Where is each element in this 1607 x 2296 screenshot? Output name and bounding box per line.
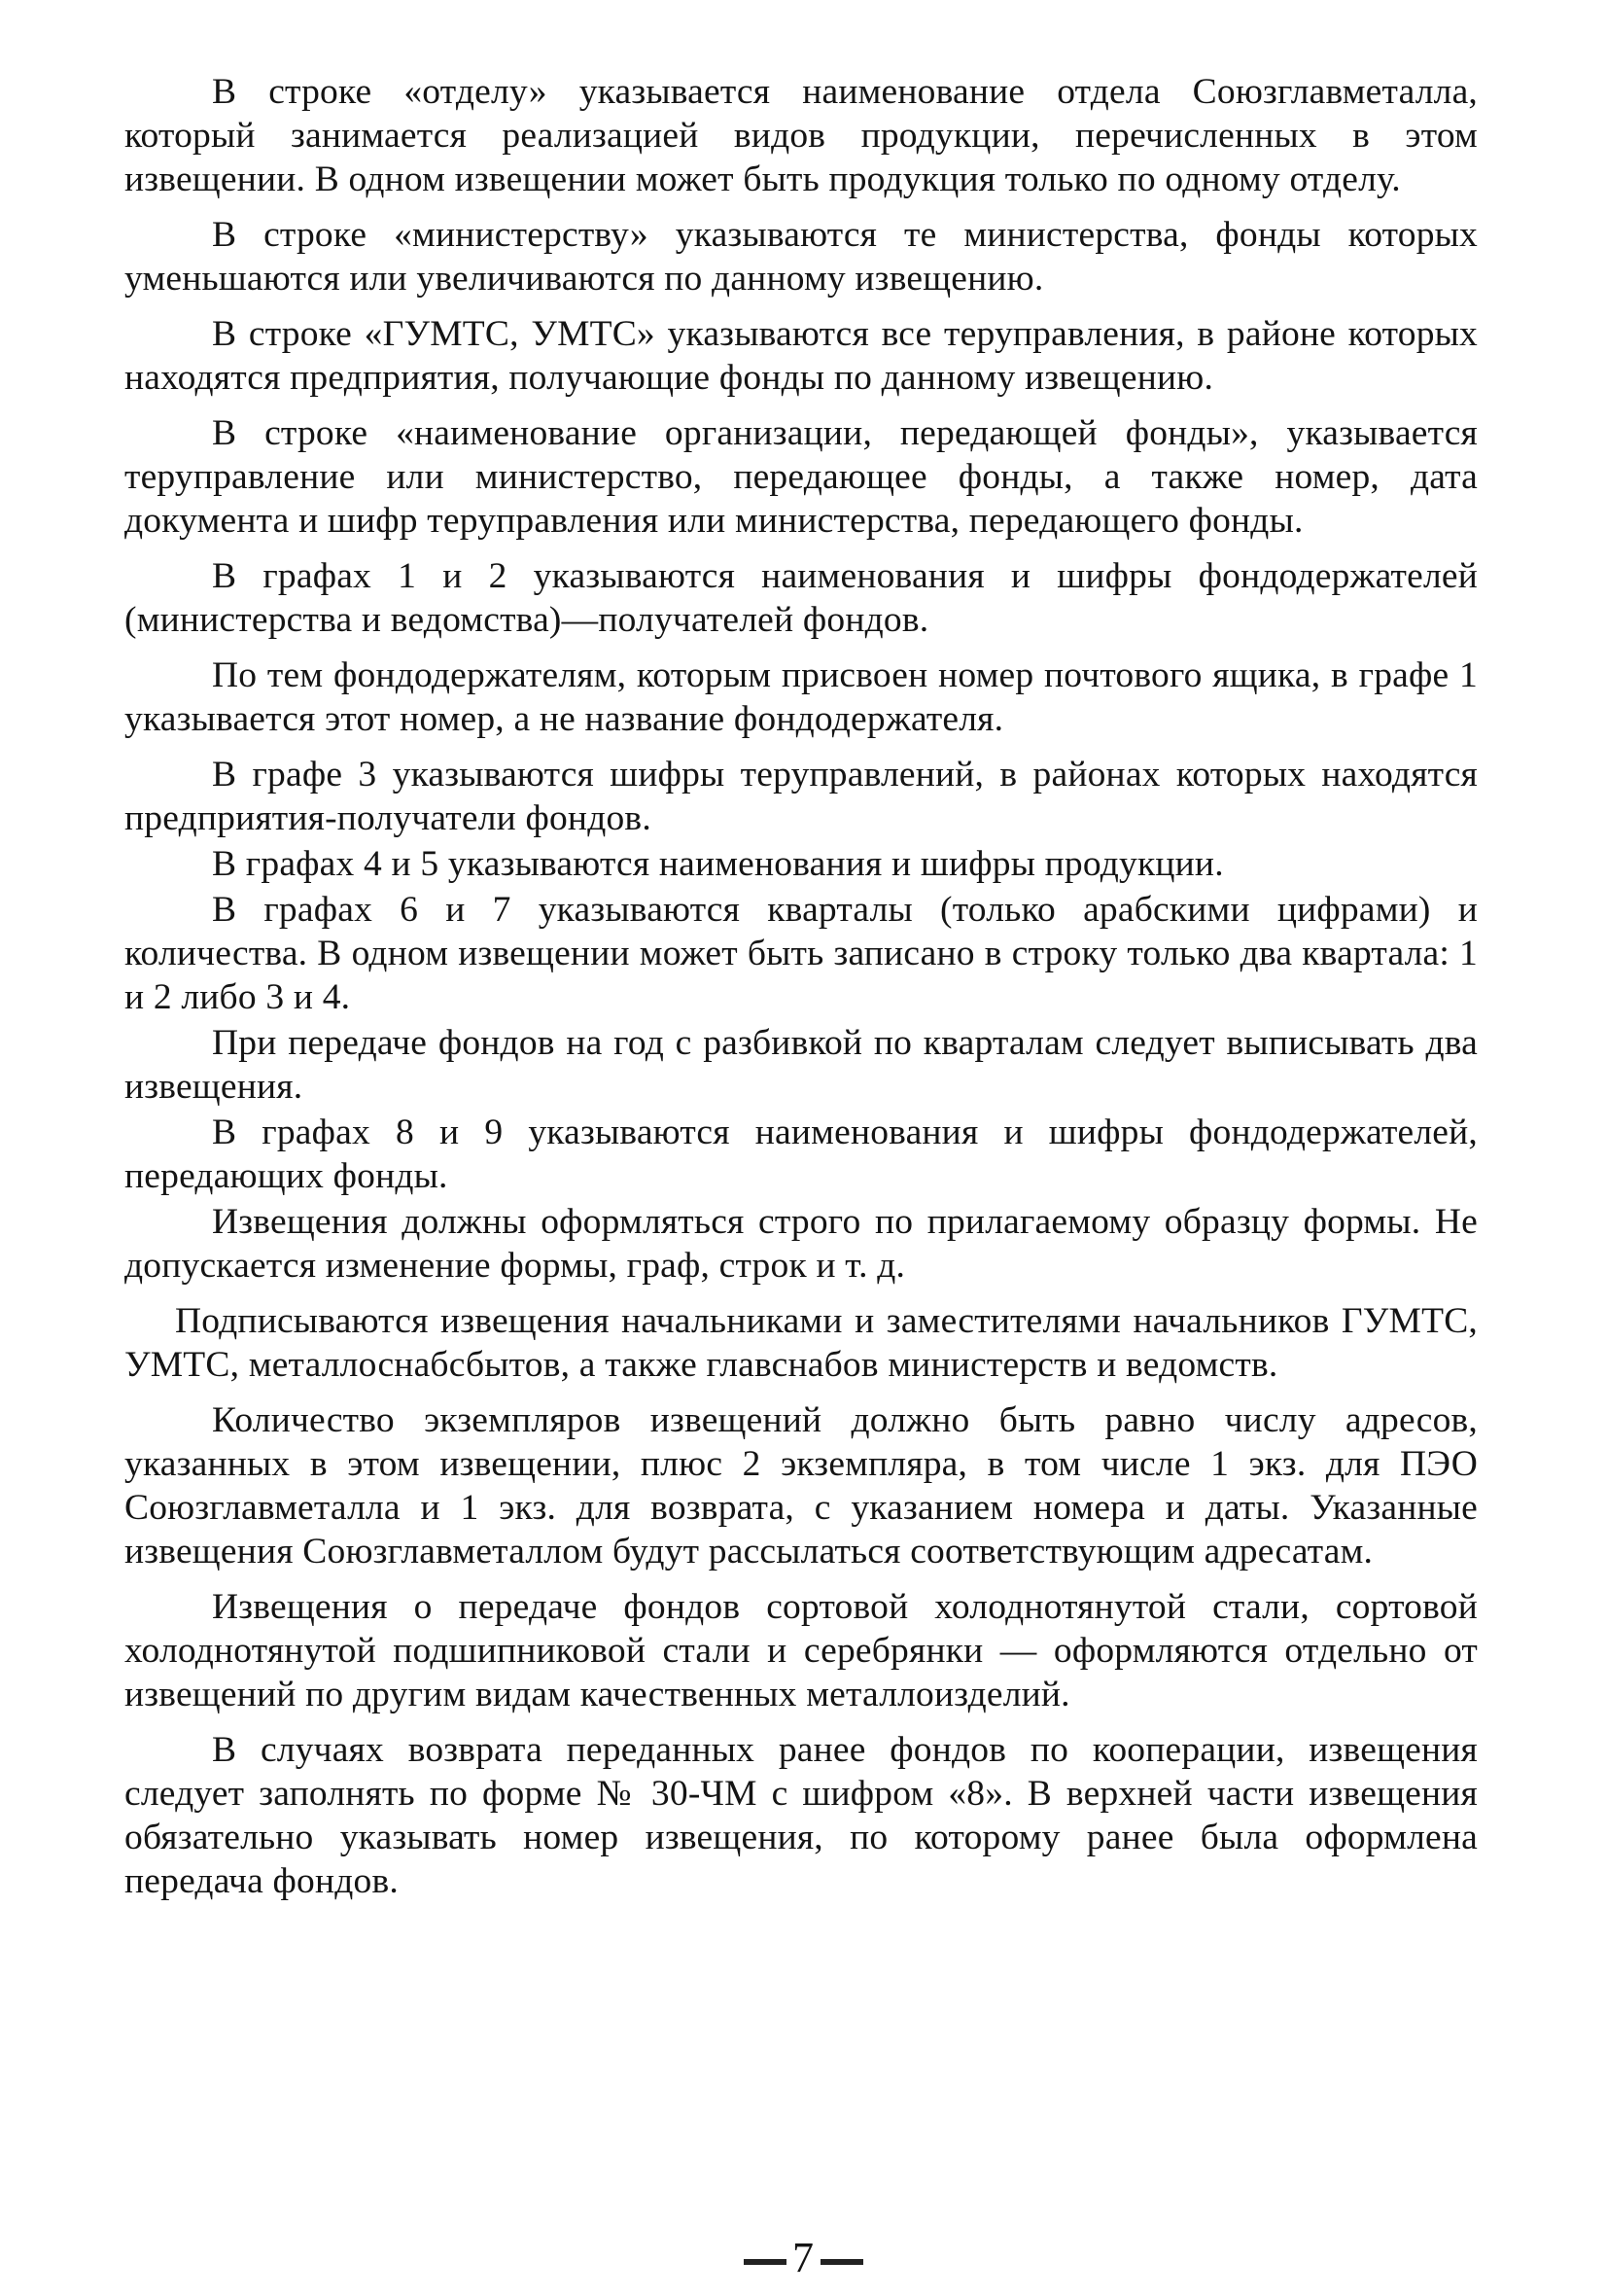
- paragraph-gumts-umts: В строке «ГУМТС, УМТС» указываются все теруправления, в районе которых находятся предприятия, получающие фонды по данному извещению.: [124, 314, 1478, 398]
- page-number-left-dash: [744, 2259, 786, 2265]
- paragraph-obrazets-formy: Извещения должны оформляться строго по прилагаемому образцу формы. Не допускается изменение формы, граф, строк и т. д.: [124, 1202, 1478, 1286]
- paragraph-grafy-8-9: В графах 8 и 9 указываются наименования и шифры фондодержателей, передающих фонды.: [124, 1113, 1478, 1196]
- document-body: [124, 70, 1478, 1915]
- paragraph-grafa-3: В графе 3 указываются шифры теруправлений, в районах которых находятся предприятия-получатели фондов.: [124, 755, 1478, 838]
- paragraph-pochtovyi-yashchik: По тем фондодержателям, которым присвоен номер почтового ящика, в графе 1 указывается этот номер, а не название фондодержателя.: [124, 655, 1478, 739]
- paragraph-peredayushchaya-organizatsiya: В строке «наименование организации, передающей фонды», указывается теруправление или министерство, передающее фонды, а также номер, дата документа и шифр теруправления или министерства, передающего фонды.: [124, 413, 1478, 541]
- paragraph-razbivka-po-kvartalam: При передаче фондов на год с разбивкой по кварталам следует выписывать два извещения.: [124, 1023, 1478, 1107]
- paragraph-grafy-1-2: В графах 1 и 2 указываются наименования и шифры фондодержателей (министерства и ведомства)—получателей фондов.: [124, 556, 1478, 640]
- page-number: [0, 2233, 1607, 2282]
- paragraph-kholodnotyanutaya-stal: Извещения о передаче фондов сортовой холоднотянутой стали, сортовой холоднотянутой подшипниковой стали и серебрянки — оформляются отдельно от извещений по другим видам качественных металлоизделий.: [124, 1587, 1478, 1714]
- paragraph-grafy-6-7: В графах 6 и 7 указываются кварталы (только арабскими цифрами) и количества. В одном извещении может быть записано в строку только два квартала: 1 и 2 либо 3 и 4.: [124, 890, 1478, 1017]
- paragraph-podpisi: Подписываются извещения начальниками и заместителями начальников ГУМТС, УМТС, металлоснабсбытов, а также главснабов министерств и ведомств.: [124, 1301, 1478, 1385]
- paragraph-ministerstvu: В строке «министерству» указываются те министерства, фонды которых уменьшаются или увеличиваются по данному извещению.: [124, 215, 1478, 299]
- paragraph-kolichestvo-ekzemplyarov: Количество экземпляров извещений должно быть равно числу адресов, указанных в этом извещении, плюс 2 экземпляра, в том числе 1 экз. для ПЭО Союзглавметалла и 1 экз. для возврата, с указанием номера и даты. Указанные извещения Союзглавметаллом будут рассылаться соответствующим адресатам.: [124, 1400, 1478, 1572]
- paragraph-grafy-4-5: В графах 4 и 5 указываются наименования и шифры продукции.: [212, 844, 1224, 884]
- paragraph-vozvrat-fondov: В случаях возврата переданных ранее фондов по кооперации, извещения следует заполнять по форме № 30-ЧМ с шифром «8». В верхней части извещения обязательно указывать номер извещения, по которому ранее была оформлена передача фондов.: [124, 1730, 1478, 1901]
- paragraph-otdelu: В строке «отделу» указывается наименование отдела Союзглавметалла, который занимается реализацией видов продукции, перечисленных в этом извещении. В одном извещении может быть продукция только по одному отделу.: [124, 72, 1478, 199]
- page-number-right-dash: [821, 2259, 863, 2265]
- page-number-value: 7: [792, 2234, 815, 2281]
